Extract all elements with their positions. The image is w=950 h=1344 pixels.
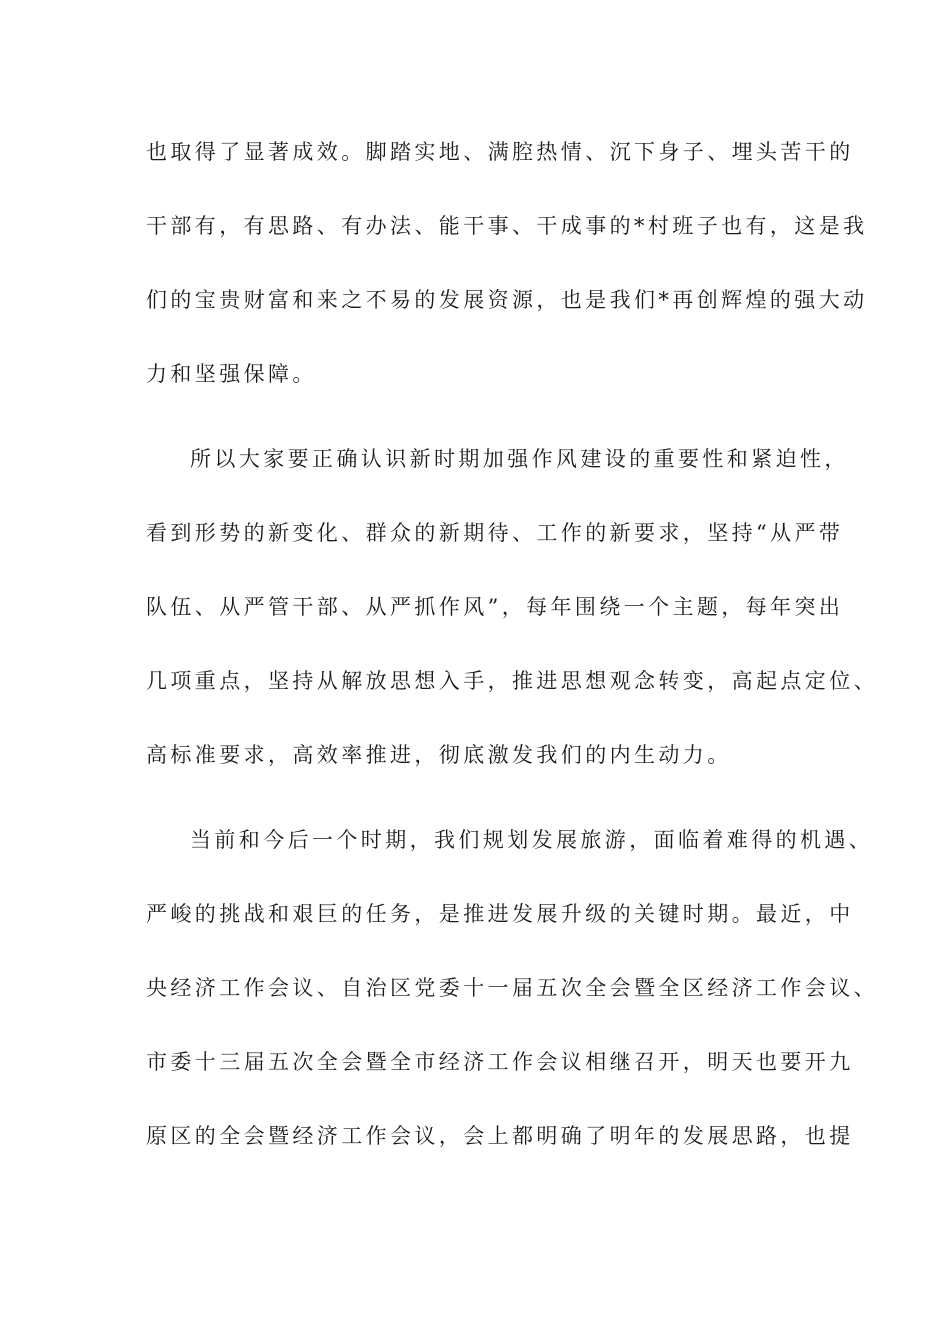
- paragraph-3-line-4: 市委十三届五次全会暨全市经济工作会议相继召开，明天也要开九: [146, 1050, 854, 1074]
- paragraph-2-line-1: 所以大家要正确认识新时期加强作风建设的重要性和紧迫性，: [190, 447, 849, 471]
- paragraph-2-line-4: 几项重点，坚持从解放思想入手，推进思想观念转变，高起点定位、: [146, 669, 878, 693]
- paragraph-2-line-2: 看到形势的新变化、群众的新期待、工作的新要求，坚持“从严带: [146, 521, 844, 545]
- paragraph-3-line-3: 央经济工作会议、自治区党委十一届五次全会暨全区经济工作会议、: [146, 976, 878, 1000]
- paragraph-1-line-1: 也取得了显著成效。脚踏实地、满腔热情、沉下身子、埋头苦干的: [146, 140, 854, 164]
- paragraph-3-line-1: 当前和今后一个时期，我们规划发展旅游，面临着难得的机遇、: [190, 828, 874, 852]
- paragraph-1-line-2: 干部有，有思路、有办法、能干事、干成事的*村班子也有，这是我: [146, 214, 868, 238]
- paragraph-1-line-3: 们的宝贵财富和来之不易的发展资源，也是我们*再创辉煌的强大动: [146, 288, 868, 312]
- paragraph-2-line-5: 高标准要求，高效率推进，彻底激发我们的内生动力。: [146, 743, 732, 767]
- paragraph-3-line-2: 严峻的挑战和艰巨的任务，是推进发展升级的关键时期。最近，中: [146, 902, 854, 926]
- paragraph-3-line-5: 原区的全会暨经济工作会议，会上都明确了明年的发展思路，也提: [146, 1124, 854, 1148]
- paragraph-1-line-4: 力和坚强保障。: [146, 362, 317, 386]
- paragraph-2-line-3: 队伍、从严管干部、从严抓作风”，每年围绕一个主题，每年突出: [146, 595, 844, 619]
